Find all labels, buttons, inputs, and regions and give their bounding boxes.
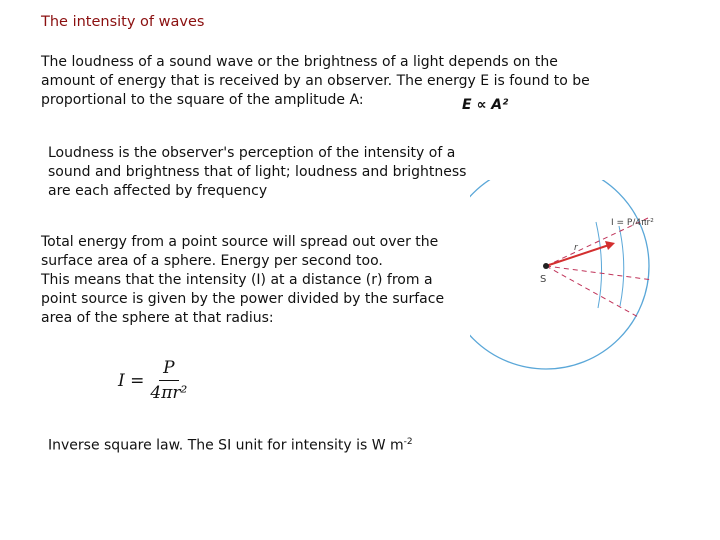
unit-exponent: -2 [403, 437, 413, 447]
paragraph-line: Total energy from a point source will spread out over the [41, 234, 439, 250]
slide-title: The intensity of waves [41, 14, 205, 30]
formula-denominator: 4πr² [150, 383, 188, 403]
paragraph-text: Inverse square law. The SI unit for intensity is W m [48, 437, 404, 454]
radius-label: r [574, 243, 578, 253]
paragraph-line: The loudness of a sound wave or the brightness of a light depends on the [41, 54, 558, 70]
diagram-formula-label: I = P/4πr² [611, 218, 654, 228]
paragraph-inverse-square [48, 437, 413, 454]
formula-numerator: P [159, 358, 178, 381]
wavefront-arc [596, 222, 602, 308]
paragraph-line: area of the sphere at that radius: [41, 310, 274, 326]
paragraph-line: This means that the intensity (I) at a distance (r) from a [41, 272, 433, 288]
paragraph-line: proportional to the square of the amplitude A: [41, 92, 364, 108]
paragraph-energy [41, 53, 601, 110]
paragraph-line: sound and brightness that of light; loudness and brightness [48, 164, 467, 180]
paragraph-line: surface area of a sphere. Energy per second too. [41, 253, 383, 269]
sphere-diagram [470, 180, 720, 380]
paragraph-line: are each affected by frequency [48, 183, 268, 199]
intensity-formula [118, 358, 187, 403]
sphere-outline [470, 180, 649, 369]
dashed-ray [546, 266, 640, 318]
source-label: S [540, 274, 547, 285]
paragraph-line: amount of energy that is received by an observer. The energy E is found to be [41, 73, 590, 89]
formula-lhs: I = [118, 370, 145, 391]
formula-fraction [150, 358, 187, 403]
paragraph-point-source [41, 233, 461, 328]
paragraph-loudness [48, 144, 468, 201]
paragraph-line: point source is given by the power divided by the surface [41, 291, 445, 307]
paragraph-line: Loudness is the observer's perception of the intensity of a [48, 145, 456, 161]
wavefront-arc [619, 226, 624, 306]
dashed-ray [546, 266, 653, 280]
energy-amplitude-formula: E ∝ A² [462, 97, 509, 113]
arrow-head [605, 241, 615, 250]
source-point [543, 263, 549, 269]
